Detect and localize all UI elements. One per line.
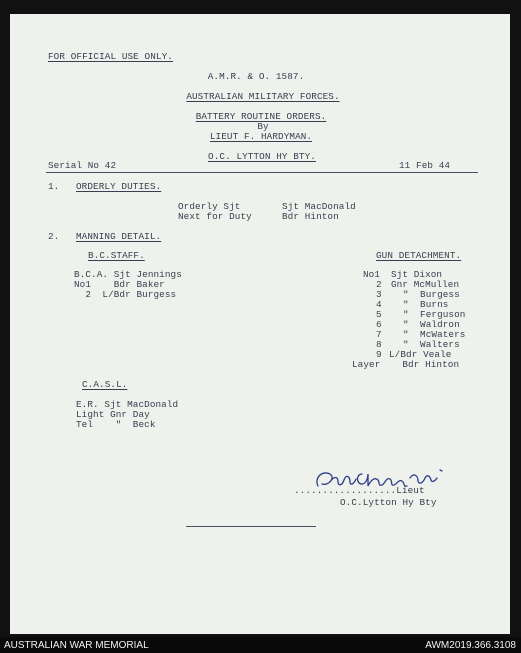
gun-pos: 8 — [376, 339, 382, 350]
section-2-number: 2. — [48, 231, 60, 242]
gun-pos: 7 — [376, 329, 382, 340]
header-rule — [46, 172, 478, 173]
bc-staff-row: 2 L/Bdr Burgess — [74, 289, 177, 300]
casl-row: Tel " Beck — [76, 419, 156, 430]
duty-name: Bdr Hinton — [282, 211, 339, 222]
footer-bar — [0, 637, 521, 653]
document-title: BATTERY ROUTINE ORDERS. — [195, 111, 327, 122]
gun-pos: 3 — [376, 289, 382, 300]
unit-line: O.C. LYTTON HY BTY. — [208, 151, 316, 162]
gun-pos: No1 — [363, 269, 381, 280]
signature-line: ..................Lieut — [294, 485, 425, 496]
duty-role: Orderly Sjt — [178, 201, 241, 212]
order-date: 11 Feb 44 — [399, 160, 451, 171]
force-heading: AUSTRALIAN MILITARY FORCES. — [186, 91, 340, 102]
gun-pos: 4 — [376, 299, 382, 310]
gun-name: " Ferguson — [403, 309, 466, 320]
bc-staff-row: No1 Bdr Baker — [74, 279, 165, 290]
gun-name: " Walters — [403, 339, 460, 350]
gun-name: " Waldron — [403, 319, 460, 330]
gun-name: L/Bdr Veale — [389, 349, 452, 360]
gun-pos: Layer — [352, 359, 381, 370]
serial-number: Serial No 42 — [48, 160, 117, 171]
gun-name: " Burns — [403, 299, 449, 310]
gun-name: " McWaters — [403, 329, 466, 340]
duty-name: Sjt MacDonald — [282, 201, 356, 212]
author-line: LIEUT F. HARDYMAN. — [209, 131, 313, 142]
closing-rule — [186, 526, 316, 527]
gun-pos: 5 — [376, 309, 382, 320]
duty-role: Next for Duty — [178, 211, 252, 222]
section-1-number: 1. — [48, 181, 60, 192]
gun-name: " Burgess — [403, 289, 460, 300]
casl-heading: C.A.S.L. — [82, 379, 128, 390]
bc-staff-row: B.C.A. Sjt Jennings — [74, 269, 182, 280]
bc-staff-heading: B.C.STAFF. — [88, 250, 145, 261]
footer-credit: AUSTRALIAN WAR MEMORIAL — [4, 640, 149, 651]
gun-name: Sjt Dixon — [391, 269, 443, 280]
casl-row: Light Gnr Day — [76, 409, 150, 420]
classification-marking: FOR OFFICIAL USE ONLY. — [48, 51, 173, 62]
gun-pos: 2 — [376, 279, 382, 290]
by-line: By — [257, 121, 269, 132]
section-1-heading: ORDERLY DUTIES. — [76, 181, 162, 192]
gun-pos: 6 — [376, 319, 382, 330]
footer-accession-number: AWM2019.366.3108 — [425, 640, 516, 651]
casl-row: E.R. Sjt MacDonald — [76, 399, 179, 410]
gun-pos: 9 — [376, 349, 382, 360]
gun-name: Bdr Hinton — [391, 359, 460, 370]
reference-number: A.M.R. & O. 1587. — [207, 71, 305, 82]
document-page — [10, 14, 510, 634]
gun-name: Gnr McMullen — [391, 279, 460, 290]
gun-detachment-heading: GUN DETACHMENT. — [376, 250, 462, 261]
section-2-heading: MANNING DETAIL. — [76, 231, 162, 242]
signature-title: O.C.Lytton Hy Bty — [340, 497, 437, 508]
